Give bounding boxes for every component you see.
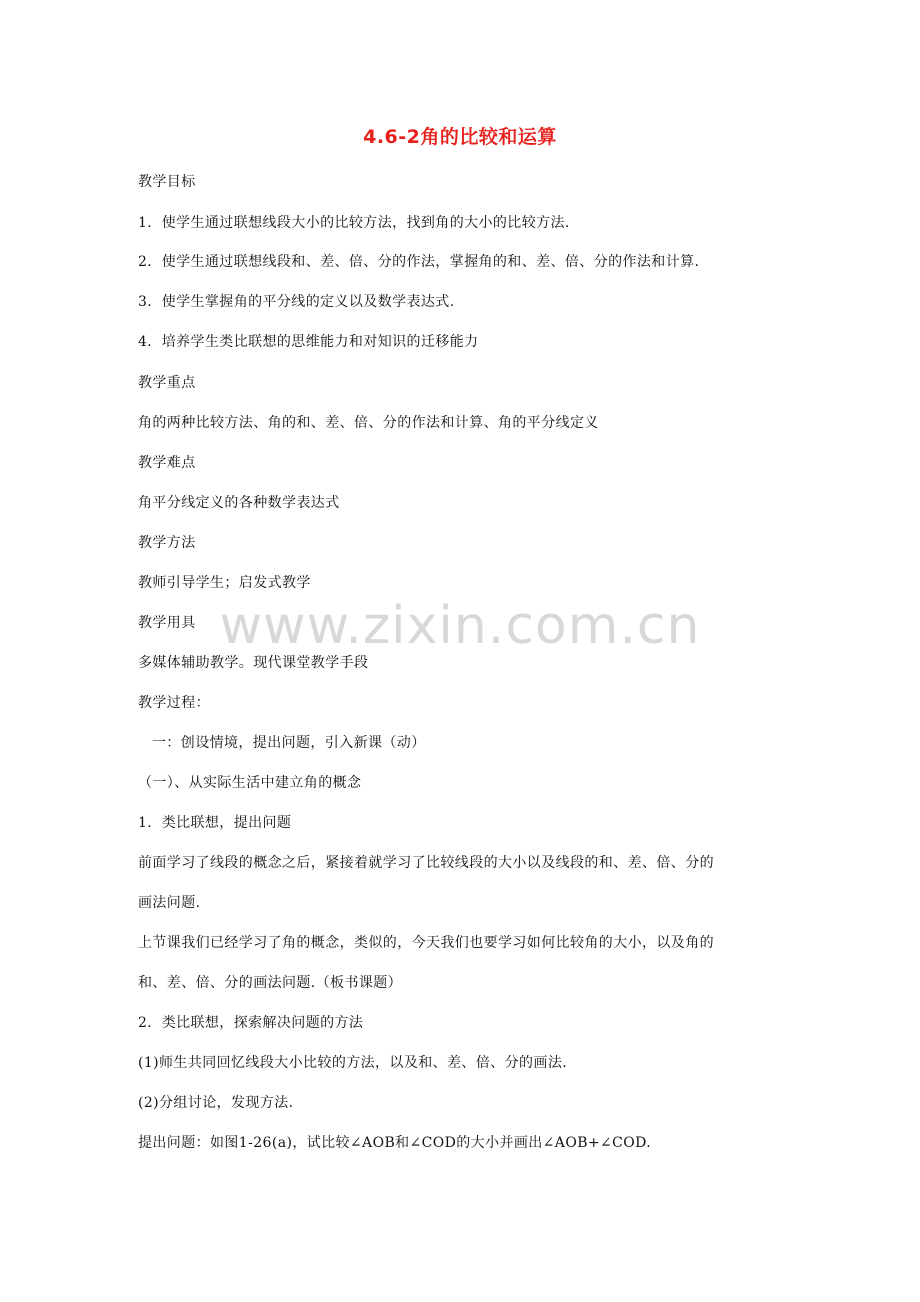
paragraph-2-line-1: 上节课我们已经学习了角的概念，类似的，今天我们也要学习如何比较角的大小，以及角的	[138, 935, 714, 951]
heading-difficulties: 教学难点	[138, 455, 196, 471]
tools-text: 多媒体辅助教学。现代课堂教学手段	[138, 655, 369, 671]
methods-text: 教师引导学生；启发式教学	[138, 575, 311, 591]
paragraph-1-line-1: 前面学习了线段的概念之后，紧接着就学习了比较线段的大小以及线段的和、差、倍、分的	[138, 855, 714, 871]
heading-process: 教学过程：	[138, 695, 210, 711]
heading-objectives: 教学目标	[138, 174, 196, 190]
paragraph-2-line-2: 和、差、倍、分的画法问题.（板书课题）	[138, 975, 403, 991]
objective-3: 3．使学生掌握角的平分线的定义以及数学表达式.	[138, 294, 455, 310]
subsection-1: （一）、从实际生活中建立角的概念	[138, 775, 362, 791]
objective-4: 4．培养学生类比联想的思维能力和对知识的迁移能力	[138, 334, 479, 350]
heading-key-points: 教学重点	[138, 375, 196, 391]
paragraph-1-line-2: 画法问题.	[138, 895, 201, 911]
sub-item-1: (1)师生共同回忆线段大小比较的方法，以及和、差、倍、分的画法.	[138, 1055, 568, 1071]
difficulties-text: 角平分线定义的各种数学表达式	[138, 495, 340, 511]
document-title: 4.6-2角的比较和运算	[363, 126, 557, 148]
watermark: www.zixin.com.cn	[219, 596, 701, 656]
sub-item-2: (2)分组讨论，发现方法.	[138, 1095, 294, 1111]
objective-1: 1．使学生通过联想线段大小的比较方法，找到角的大小的比较方法.	[138, 215, 570, 231]
heading-methods: 教学方法	[138, 535, 196, 551]
heading-tools: 教学用具	[138, 615, 196, 631]
item-analogy-1: 1．类比联想，提出问题	[138, 815, 292, 831]
item-analogy-2: 2．类比联想，探索解决问题的方法	[138, 1015, 364, 1031]
objective-2: 2．使学生通过联想线段和、差、倍、分的作法，掌握角的和、差、倍、分的作法和计算.	[138, 254, 700, 270]
process-step-1: 一：创设情境，提出问题，引入新课（动）	[152, 735, 426, 751]
key-points-text: 角的两种比较方法、角的和、差、倍、分的作法和计算、角的平分线定义	[138, 415, 599, 431]
question-text: 提出问题：如图1-26(a)，试比较∠AOB和∠COD的大小并画出∠AOB+∠COD.	[138, 1135, 652, 1151]
